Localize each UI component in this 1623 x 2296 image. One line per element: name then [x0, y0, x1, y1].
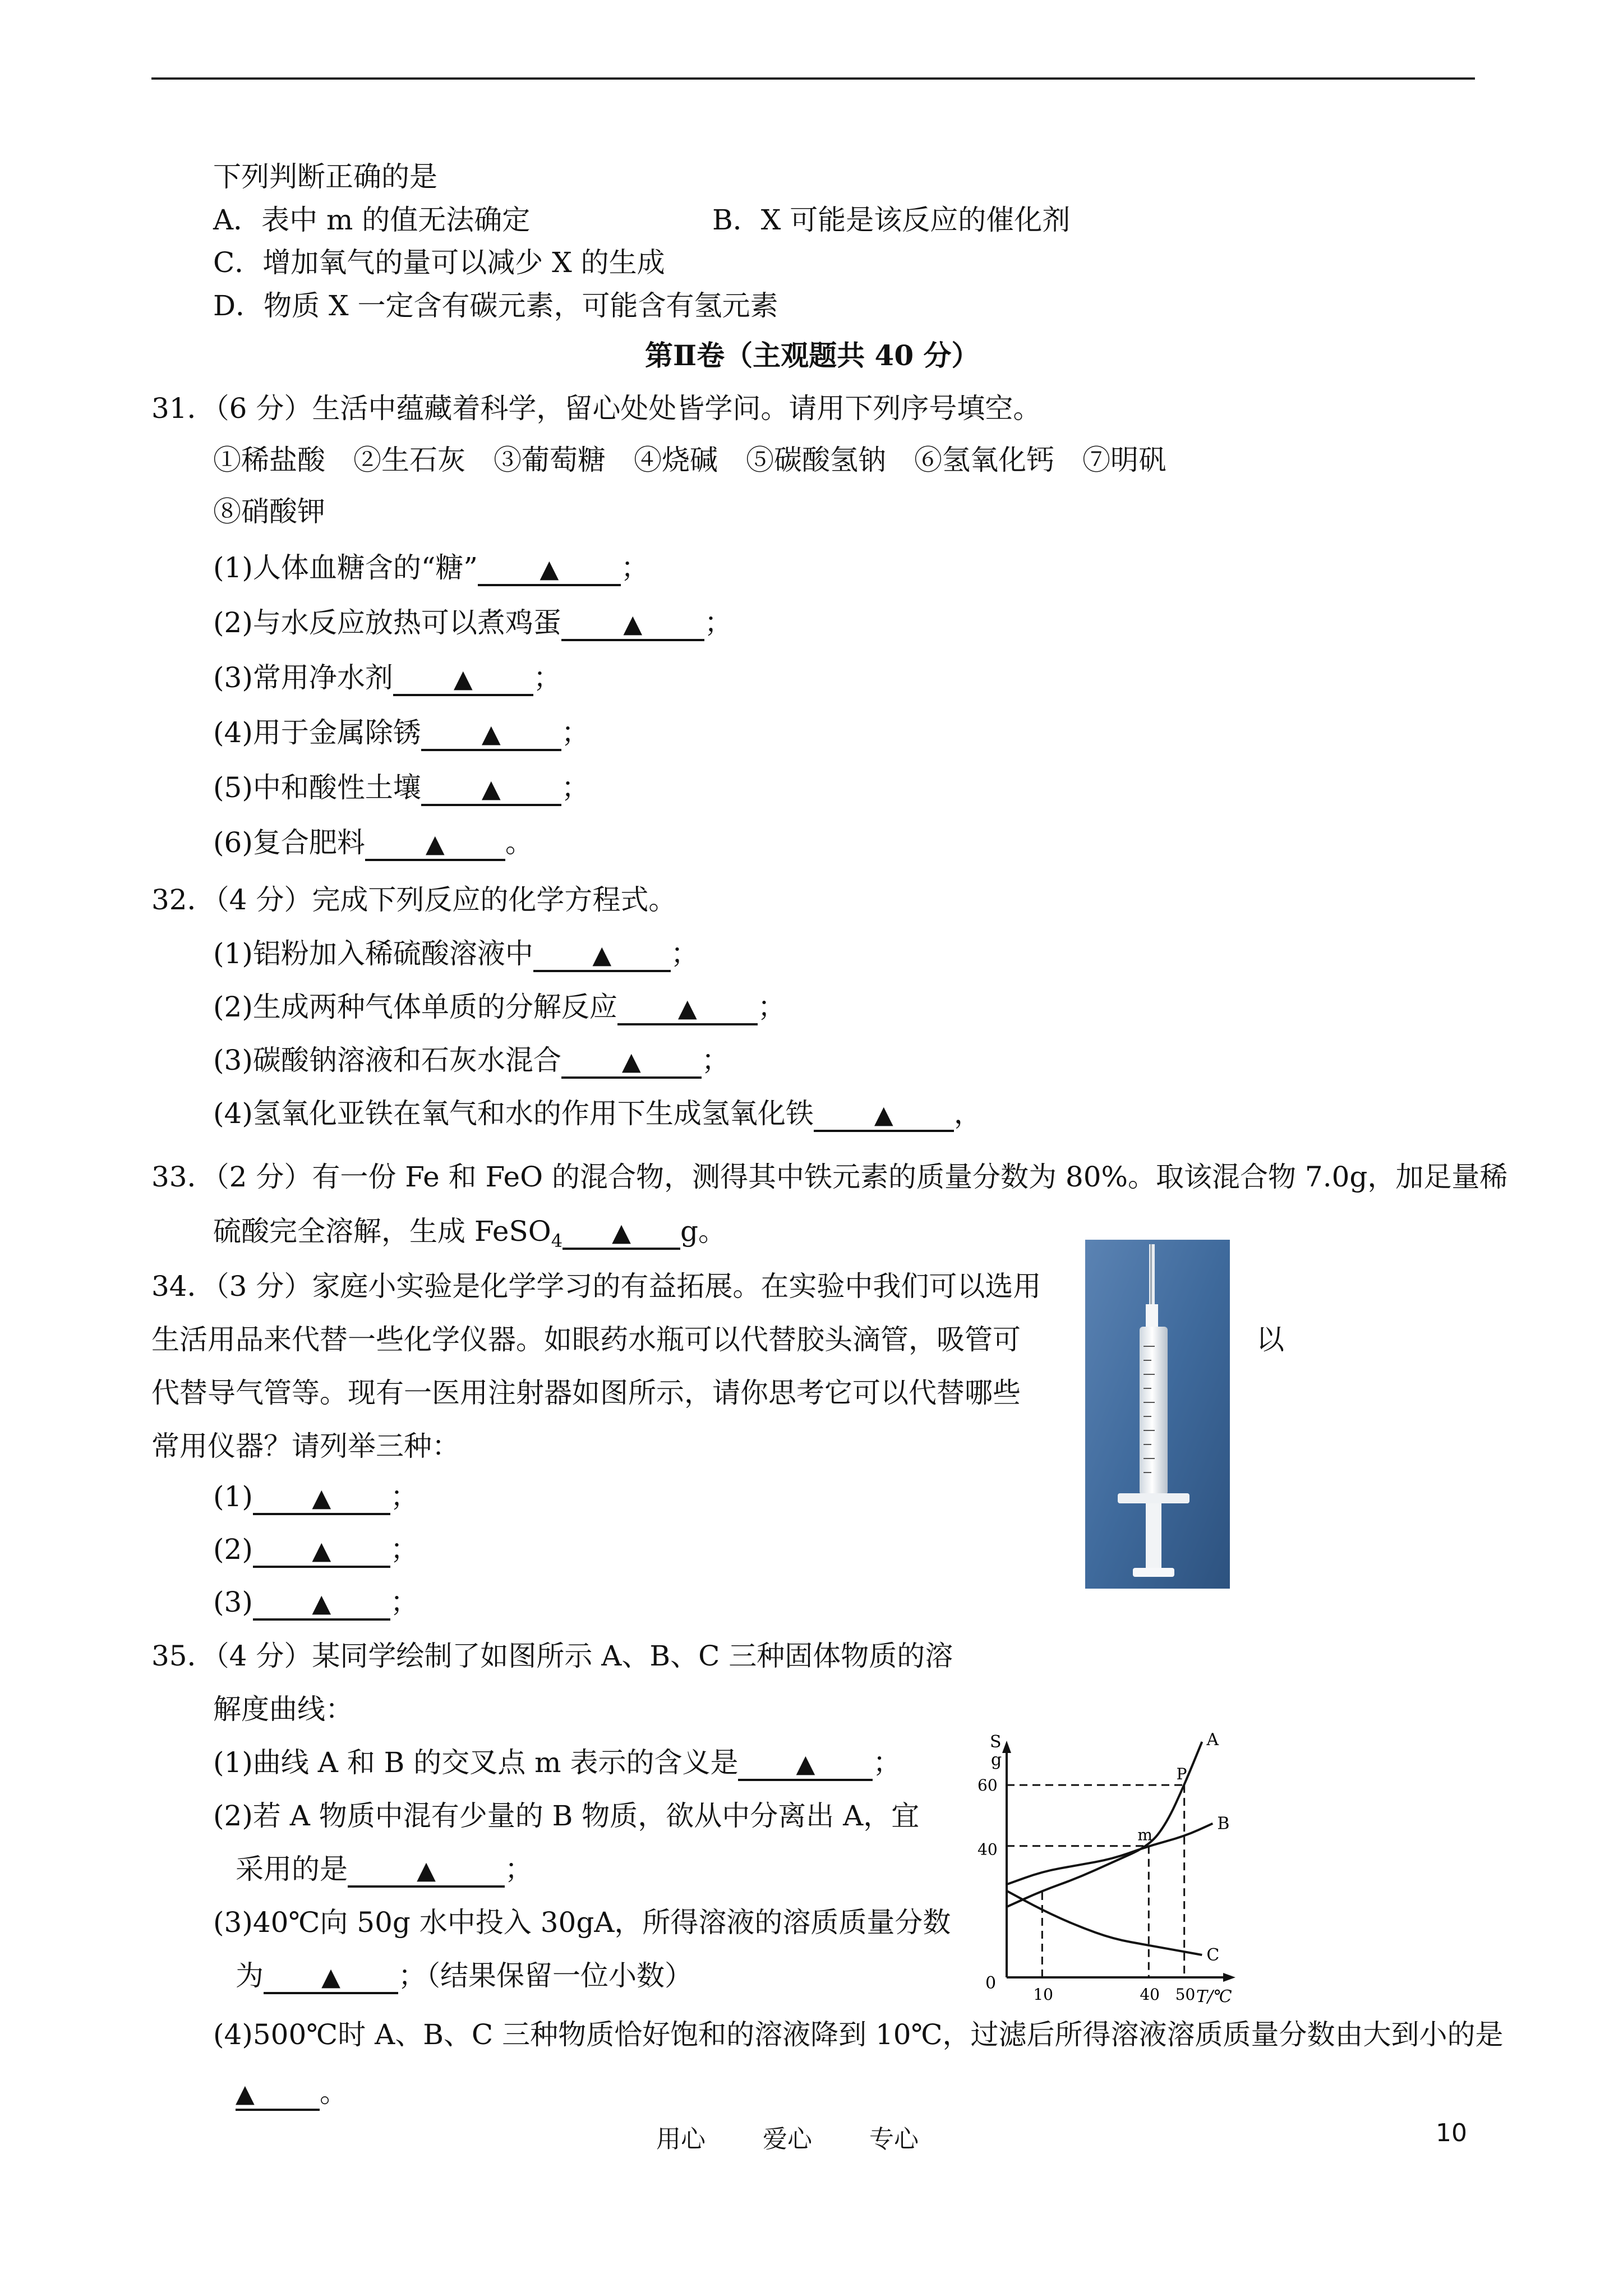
triangle-icon: ▲	[425, 830, 445, 858]
answer-blank[interactable]	[253, 1588, 390, 1621]
triangle-icon: ▲	[612, 1218, 631, 1247]
q34-line-3: 代替导气管等。现有一医用注射器如图所示，请你思考它可以代替哪些	[151, 1377, 1021, 1409]
q31-choices-1: ①稀盐酸 ②生石灰 ③葡萄糖 ④烧碱 ⑤碳酸氢钠 ⑥氢氧化钙 ⑦明矾	[213, 444, 1166, 476]
q31-item-1: (1)人体血糖含的“糖” ▲ ；	[213, 551, 649, 586]
q31-item-2: (2)与水反应放热可以煮鸡蛋 ▲ ；	[213, 606, 732, 641]
header-rule	[151, 77, 1475, 80]
triangle-icon: ▲	[874, 1101, 893, 1129]
curve-B	[1007, 1824, 1212, 1885]
q35-item-2a: (2)若 A 物质中混有少量的 B 物质，欲从中分离出 A，宜	[213, 1800, 920, 1832]
answer-blank[interactable]	[365, 828, 505, 861]
q35-item-2b: 采用的是 ▲ ；	[236, 1852, 533, 1888]
triangle-icon: ▲	[312, 1536, 331, 1565]
footer-motto-3: 专心	[869, 2125, 919, 2154]
y-label-top: S	[990, 1732, 1002, 1752]
answer-blank[interactable]	[236, 2078, 320, 2111]
answer-blank[interactable]	[617, 992, 758, 1025]
q35-item-1: (1)曲线 A 和 B 的交叉点 m 表示的含义是 ▲ ；	[213, 1746, 901, 1781]
q30-option-c: C．增加氧气的量可以减少 X 的生成	[213, 246, 665, 279]
x-tick-label: 50	[1175, 1985, 1196, 2004]
x-axis-arrow	[1223, 1973, 1235, 1982]
q35-item-4: (4)500℃时 A、B、C 三种物质恰好饱和的溶液降到 10℃，过滤后所得溶液溶质质量分数由大到小的是	[213, 2018, 1504, 2051]
answer-blank[interactable]	[421, 718, 561, 751]
x-label: T/℃	[1196, 1987, 1232, 2005]
x-tick-label: 40	[1140, 1985, 1160, 2004]
q35-item-4-answer: ▲ 。	[236, 2076, 348, 2111]
triangle-icon: ▲	[481, 775, 501, 803]
answer-blank[interactable]	[264, 1961, 398, 1994]
y-tick-label: 60	[978, 1776, 998, 1795]
q34-line-2: 生活用品来代替一些化学仪器。如眼药水瓶可以代替胶头滴管，吸管可	[151, 1323, 1021, 1356]
answer-blank[interactable]	[738, 1748, 873, 1781]
triangle-icon: ▲	[312, 1484, 331, 1512]
section-title: 第Ⅱ卷（主观题共 40 分）	[645, 339, 980, 372]
q30-option-b: B．X 可能是该反应的催化剂	[712, 204, 1071, 236]
point-label-m: m	[1137, 1825, 1152, 1844]
curve-label-C: C	[1206, 1945, 1220, 1965]
answer-blank[interactable]	[561, 1046, 702, 1079]
q30-option-d: D．物质 X 一定含有碳元素，可能含有氢元素	[213, 289, 778, 322]
q32-item-3: (3)碳酸钠溶液和石灰水混合 ▲ ；	[213, 1043, 730, 1079]
q30-stem: 下列判断正确的是	[213, 160, 437, 193]
curve-label-A: A	[1206, 1731, 1219, 1750]
answer-blank[interactable]	[561, 608, 704, 641]
q32-item-1: (1)铝粉加入稀硫酸溶液中 ▲ ；	[213, 937, 699, 972]
triangle-icon: ▲	[592, 941, 612, 969]
q34-item-1: (1) ▲ ；	[213, 1480, 418, 1515]
answer-blank[interactable]	[393, 663, 533, 696]
triangle-icon: ▲	[621, 1047, 641, 1076]
answer-blank[interactable]	[253, 1535, 390, 1568]
q31-stem: 31．（6 分）生活中蕴藏着科学，留心处处皆学问。请用下列序号填空。	[151, 392, 1041, 425]
answer-blank[interactable]	[533, 939, 671, 972]
q33-line-1: 33．（2 分）有一份 Fe 和 FeO 的混合物，测得其中铁元素的质量分数为 80%。取该混合物 7.0g，加足量稀	[151, 1161, 1508, 1193]
answer-blank[interactable]	[253, 1482, 390, 1515]
syringe-image	[1085, 1240, 1230, 1589]
q35-line-2: 解度曲线：	[213, 1693, 353, 1726]
triangle-icon: ▲	[417, 1856, 436, 1885]
q31-item-5: (5)中和酸性土壤 ▲ ；	[213, 771, 589, 806]
q31-choices-2: ⑧硝酸钾	[213, 495, 325, 528]
q32-stem: 32．（4 分）完成下列反应的化学方程式。	[151, 884, 677, 916]
q33-line-2: 硫酸完全溶解，生成 FeSO$_4$ ▲ g。	[213, 1215, 727, 1251]
footer-motto-2: 爱心	[763, 2125, 812, 2154]
q31-item-4: (4)用于金属除锈 ▲ ；	[213, 716, 589, 751]
q32-item-4: (4)氢氧化亚铁在氧气和水的作用下生成氢氧化铁 ▲ ，	[213, 1097, 982, 1132]
curve-A	[1007, 1742, 1202, 1907]
answer-blank[interactable]	[348, 1855, 505, 1888]
footer-motto-1: 用心	[656, 2125, 706, 2154]
q35-item-3b: 为 ▲ ；（结果保留一位小数）	[236, 1959, 693, 1994]
q34-line-1: 34．（3 分）家庭小实验是化学学习的有益拓展。在实验中我们可以选用	[151, 1270, 1041, 1303]
triangle-icon: ▲	[236, 2079, 255, 2108]
q34-item-3: (3) ▲ ；	[213, 1585, 418, 1621]
q31-item-6: (6)复合肥料 ▲ 。	[213, 826, 533, 861]
y-axis-arrow	[1002, 1741, 1011, 1753]
curve-C	[1007, 1891, 1202, 1955]
answer-blank[interactable]	[814, 1099, 954, 1132]
curve-label-B: B	[1217, 1814, 1230, 1834]
triangle-icon: ▲	[623, 610, 643, 638]
point-label-P: P	[1176, 1765, 1187, 1784]
triangle-icon: ▲	[796, 1750, 815, 1778]
q30-option-a: A．表中 m 的值无法确定	[213, 204, 531, 236]
q34-item-2: (2) ▲ ；	[213, 1533, 418, 1568]
triangle-icon: ▲	[677, 994, 697, 1023]
solubility-chart	[973, 1731, 1239, 2005]
triangle-icon: ▲	[312, 1589, 331, 1618]
answer-blank[interactable]	[421, 773, 561, 806]
q35-line-1: 35．（4 分）某同学绘制了如图所示 A、B、C 三种固体物质的溶	[151, 1640, 953, 1672]
x-tick-label: 10	[1033, 1985, 1053, 2004]
triangle-icon: ▲	[481, 720, 501, 748]
origin-label: 0	[985, 1973, 997, 1993]
y-label-bottom: g	[991, 1750, 1002, 1770]
triangle-icon: ▲	[321, 1963, 340, 1991]
triangle-icon: ▲	[540, 555, 559, 583]
y-tick-label: 40	[978, 1840, 998, 1859]
q34-line-2-tail: 以	[1256, 1323, 1284, 1356]
triangle-icon: ▲	[453, 665, 473, 693]
q32-item-2: (2)生成两种气体单质的分解反应 ▲ ；	[213, 990, 786, 1025]
page-number: 10	[1436, 2119, 1467, 2147]
q34-line-4: 常用仪器？请列举三种：	[151, 1430, 460, 1462]
q35-item-3a: (3)40℃向 50g 水中投入 30gA，所得溶液的溶质质量分数	[213, 1906, 951, 1939]
answer-blank[interactable]	[478, 553, 621, 586]
answer-blank[interactable]	[562, 1217, 680, 1250]
q31-item-3: (3)常用净水剂 ▲ ；	[213, 661, 561, 696]
